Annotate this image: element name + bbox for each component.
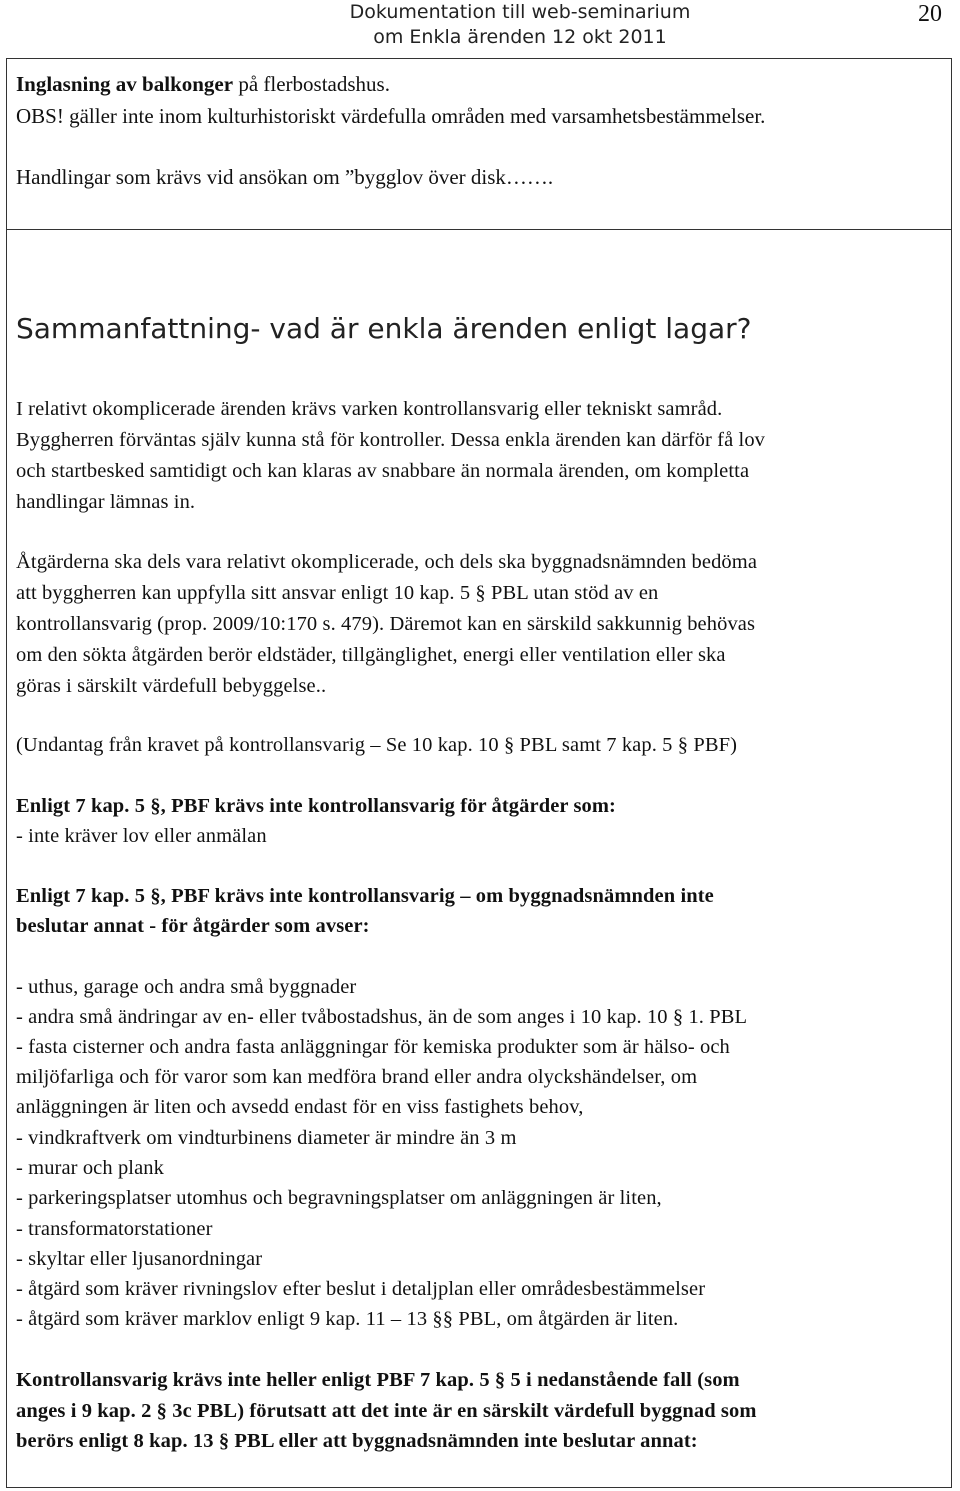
list-item: anläggningen är liten och avsedd endast för en viss fastighets behov, [16, 1096, 584, 1118]
topbox-line-3: Handlingar som krävs vid ansökan om ”bygglov över disk……. [16, 165, 554, 189]
list-item: miljöfarliga och för varor som kan medföra brand eller andra olyckshändelser, om [16, 1066, 698, 1088]
section-2-heading-line: Enligt 7 kap. 5 §, PBF krävs inte kontrollansvarig – om byggnadsnämnden inte [16, 885, 714, 907]
list-item: - åtgärd som kräver rivningslov efter beslut i detaljplan eller områdesbestämmelser [16, 1278, 706, 1300]
list-item: - murar och plank [16, 1157, 164, 1179]
topbox-line-2: OBS! gäller inte inom kulturhistoriskt värdefulla områden med varsamhetsbestämmelser. [16, 104, 766, 128]
list-item: - skyltar eller ljusanordningar [16, 1248, 263, 1270]
section-3-line: Kontrollansvarig krävs inte heller enligt PBF 7 kap. 5 § 5 i nedanstående fall (som [16, 1369, 740, 1391]
p1-line: Byggherren förväntas själv kunna stå för kontroller. Dessa enkla ärenden kan därför få lov [16, 429, 766, 451]
p1-line: och startbesked samtidigt och kan klaras av snabbare än normala ärenden, om kompletta [16, 460, 750, 482]
page-number: 20 [918, 1, 942, 27]
list-item: - andra små ändringar av en- eller tvåbostadshus, än de som anges i 10 kap. 10 § 1. PBL [16, 1006, 748, 1028]
section-2-heading-line: beslutar annat - för åtgärder som avser: [16, 915, 370, 937]
summary-heading: Sammanfattning- vad är enkla ärenden enligt lagar? [16, 312, 752, 345]
p2-line: att byggherren kan uppfylla sitt ansvar enligt 10 kap. 5 § PBL utan stöd av en [16, 582, 659, 604]
list-item: - vindkraftverk om vindturbinens diameter är mindre än 3 m [16, 1127, 517, 1149]
p2-line: göras i särskilt värdefull bebyggelse.. [16, 675, 327, 697]
p2-line: kontrollansvarig (prop. 2009/10:170 s. 479). Däremot kan en särskild sakkunnig behövas [16, 613, 756, 635]
topbox-line-1-bold: Inglasning av balkonger [16, 72, 234, 96]
section-1-item: - inte kräver lov eller anmälan [16, 825, 267, 847]
header-line-1: Dokumentation till web-seminarium [349, 1, 691, 23]
section-3-line: anges i 9 kap. 2 § 3c PBL) förutsatt att det inte är en särskilt värdefull byggnad som [16, 1400, 757, 1422]
page-frame [6, 58, 952, 1488]
list-item: - fasta cisterner och andra fasta anläggningar för kemiska produkter som är hälso- och [16, 1036, 730, 1058]
p2-line: om den sökta åtgärden berör eldstäder, tillgänglighet, energi eller ventilation eller ska [16, 644, 726, 666]
p2-line: Åtgärderna ska dels vara relativt okomplicerade, och dels ska byggnadsnämnden bedöma [16, 551, 758, 573]
list-item: - transformatorstationer [16, 1218, 213, 1240]
exception-note: (Undantag från kravet på kontrollansvarig – Se 10 kap. 10 § PBL samt 7 kap. 5 § PBF) [16, 734, 738, 756]
p1-line: I relativt okomplicerade ärenden krävs varken kontrollansvarig eller tekniskt samråd. [16, 398, 723, 420]
list-item: - uthus, garage och andra små byggnader [16, 976, 357, 998]
section-3-line: berörs enligt 8 kap. 13 § PBL eller att byggnadsnämnden inte beslutar annat: [16, 1430, 698, 1452]
topbox-line-1 [16, 72, 390, 97]
p1-line: handlingar lämnas in. [16, 491, 196, 513]
list-item: - parkeringsplatser utomhus och begravningsplatser om anläggningen är liten, [16, 1187, 662, 1209]
topbox-line-1-rest: på flerbostadshus. [233, 72, 390, 96]
list-item: - åtgärd som kräver marklov enligt 9 kap. 11 – 13 §§ PBL, om åtgärden är liten. [16, 1308, 679, 1330]
running-header [300, 0, 740, 50]
header-line-2: om Enkla ärenden 12 okt 2011 [373, 26, 667, 48]
section-1-heading: Enligt 7 kap. 5 §, PBF krävs inte kontrollansvarig för åtgärder som: [16, 795, 616, 817]
